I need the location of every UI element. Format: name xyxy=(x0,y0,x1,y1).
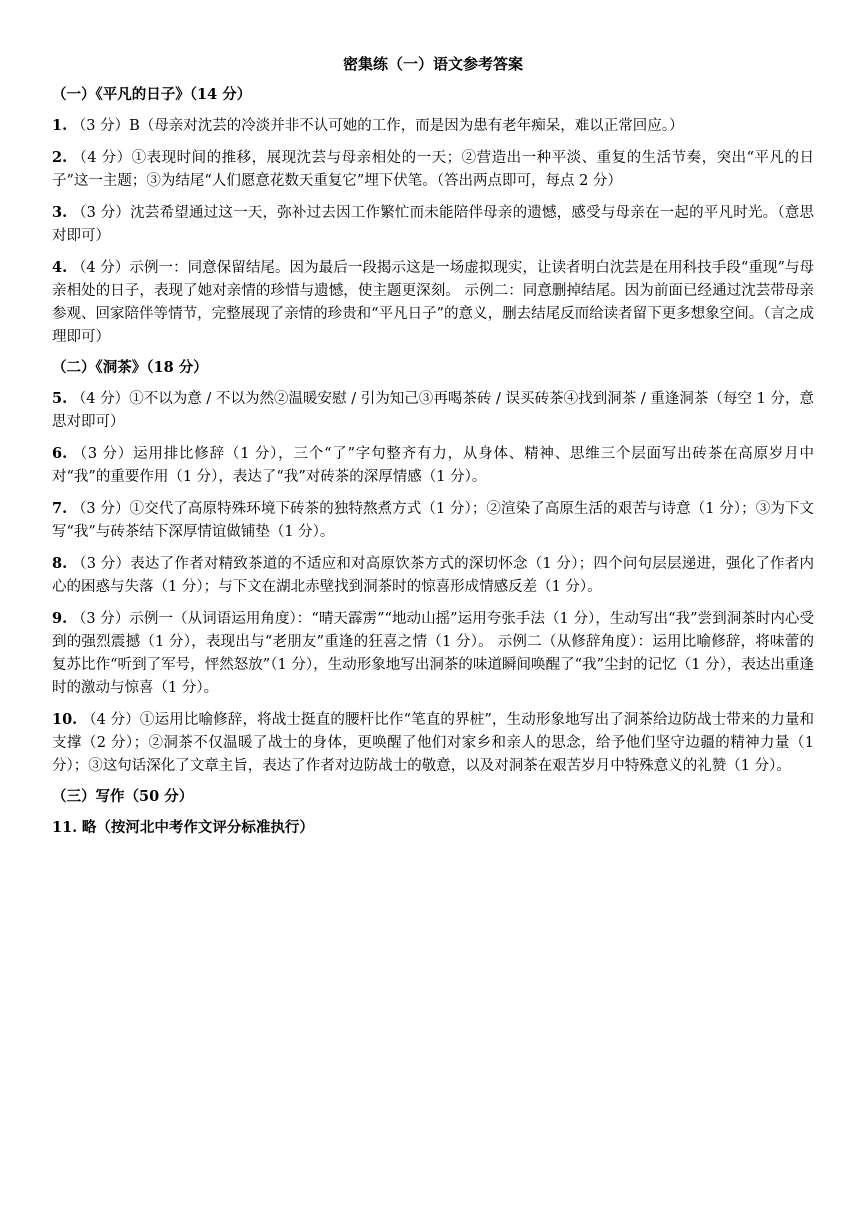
answer-item-11 xyxy=(52,816,814,840)
answer-item-6 xyxy=(52,442,814,489)
answer-item-2 xyxy=(52,146,814,193)
answer-document xyxy=(52,46,814,848)
document-title: 密集练（一）语文参考答案 xyxy=(342,55,523,73)
item-text: （3 分）B（母亲对沈芸的冷淡并非不认可她的工作，而是因为患有老年痴呆，难以正常回应。） xyxy=(71,118,684,134)
section-heading-3: （三）写作（50 分） xyxy=(52,788,194,805)
answer-item-3 xyxy=(52,201,814,248)
section-heading-1: （一）《平凡的日子》（14 分） xyxy=(52,86,252,103)
item-number: 4. xyxy=(52,259,68,276)
item-number: 7. xyxy=(52,500,68,517)
item-number: 2. xyxy=(52,149,68,166)
item-number: 3. xyxy=(52,204,68,221)
item-text: （3 分）沈芸希望通过这一天，弥补过去因工作繁忙而未能陪伴母亲的遗憾，感受与母亲在一起的平凡时光。（意思对即可） xyxy=(52,205,814,244)
answer-item-1 xyxy=(52,114,814,138)
answer-item-10 xyxy=(52,708,814,778)
answer-item-5 xyxy=(52,387,814,434)
item-text: （3 分）表达了作者对精致茶道的不适应和对高原饮茶方式的深切怀念（1 分）；四个问句层层递进，强化了作者内心的困惑与失落（1 分）；与下文在湖北赤壁找到洞茶时的惊喜形成情感反差（1 分）。 xyxy=(52,556,815,595)
item-text: （4 分）示例一：同意保留结尾。因为最后一段揭示这是一场虚拟现实，让读者明白沈芸是在用科技手段“重现”与母亲相处的日子，表现了她对亲情的珍惜与遗憾，使主题更深刻。 示例二：同意删掉结尾。因为前面已经通过沈芸带母亲参观、回家陪伴等情节，完整展现了亲情的珍贵和“平凡日子”的意义，删去结尾反而给读者留下更多想象空间。（言之成理即可） xyxy=(52,260,815,345)
answer-item-8 xyxy=(52,552,814,599)
item-number: 1. xyxy=(52,117,68,134)
item-text: （4 分）①不以为意 / 不以为然②温暖安慰 / 引为知己③再喝茶砖 / 误买砖茶④找到洞茶 / 重逢洞茶（每空 1 分，意思对即可） xyxy=(52,391,814,430)
answer-item-7 xyxy=(52,497,814,544)
section-heading-2: （二）《洞茶》（18 分） xyxy=(52,359,208,376)
item-number: 10. xyxy=(52,711,78,728)
item-text: （4 分）①运用比喻修辞，将战士挺直的腰杆比作“笔直的界桩”，生动形象地写出了洞茶给边防战士带来的力量和支撑（2 分）；②洞茶不仅温暖了战士的身体，更唤醒了他们对家乡和亲人的思念，给予他们坚守边疆的精神力量（1 分）；③这句话深化了文章主旨，表达了作者对边防战士的敬意，以及对洞茶在艰苦岁月中特殊意义的礼赞（1 分）。 xyxy=(52,712,815,774)
item-text: （3 分）①交代了高原特殊环境下砖茶的独特熬煮方式（1 分）；②渲染了高原生活的艰苦与诗意（1 分）；③为下文写“我”与砖茶结下深厚情谊做铺垫（1 分）。 xyxy=(52,501,815,540)
item-text: 略（按河北中考作文评分标准执行） xyxy=(81,819,314,836)
item-text: （3 分）示例一（从词语运用角度）：“晴天霹雳”“地动山摇”运用夸张手法（1 分），生动写出“我”尝到洞茶时内心受到的强烈震撼（1 分），表现出与“老朋友”重逢的狂喜之情（1 分）。 示例二（从修辞角度）：运用比喻修辞，将味蕾的复苏比作“听到了军号，怦然怒放”（1 分），生动形象地写出洞茶的味道瞬间唤醒了“我”尘封的记忆（1 分），表达出重逢时的激动与惊喜（1 分）。 xyxy=(52,611,814,696)
item-number: 11. xyxy=(52,819,78,836)
item-number: 8. xyxy=(52,555,68,572)
item-text: （4 分）①表现时间的推移，展现沈芸与母亲相处的一天；②营造出一种平淡、重复的生活节奏，突出“平凡的日子”这一主题；③为结尾“人们愿意花数天重复它”埋下伏笔。（答出两点即可，每点 2 分） xyxy=(52,150,814,189)
item-text: （3 分）运用排比修辞（1 分），三个“了”字句整齐有力，从身体、精神、思维三个层面写出砖茶在高原岁月中对“我”的重要作用（1 分），表达了“我”对砖茶的深厚情感（1 分）。 xyxy=(52,446,815,485)
item-number: 6. xyxy=(52,445,68,462)
answer-item-9 xyxy=(52,607,814,700)
answer-item-4 xyxy=(52,256,814,349)
item-number: 9. xyxy=(52,610,68,627)
item-number: 5. xyxy=(52,390,68,407)
